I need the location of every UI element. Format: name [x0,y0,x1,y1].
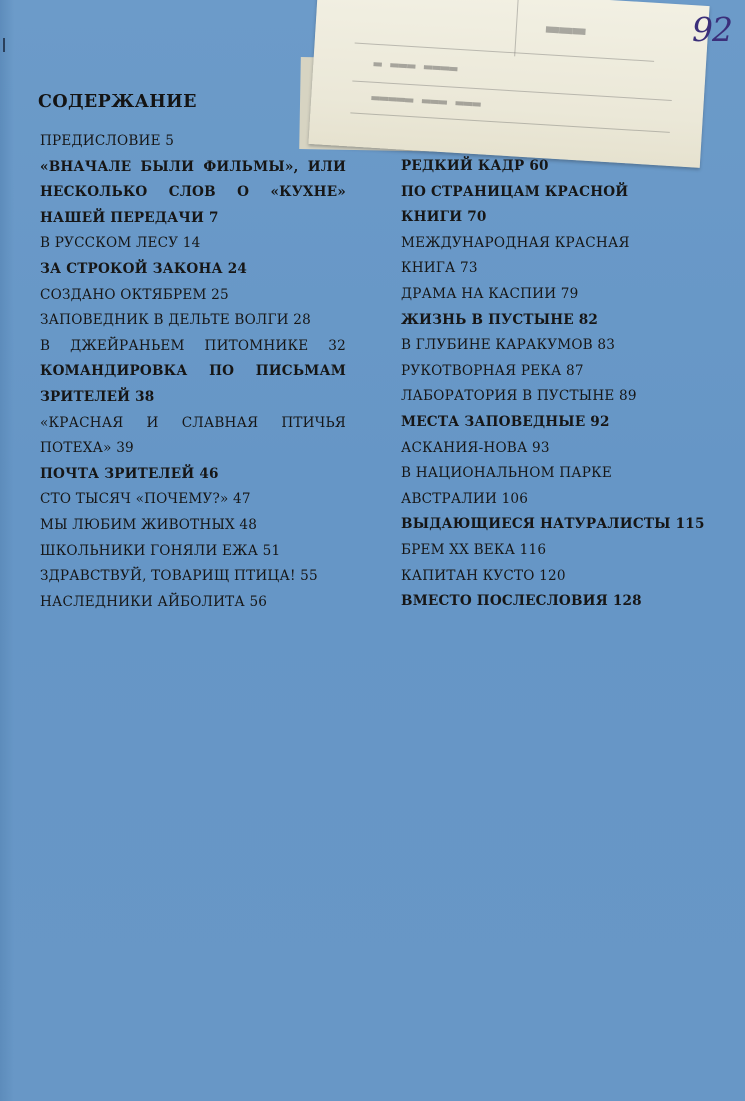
contents-entry: ПОТЕХА» 39 [40,440,134,457]
slip-ruled-line [350,112,669,133]
contents-entry: КОМАНДИРОВКА ПО ПИСЬМАМ [40,363,346,380]
contents-entry: ШКОЛЬНИКИ ГОНЯЛИ ЕЖА 51 [40,542,281,559]
slip-ruled-line [514,0,519,56]
contents-entry: РЕДКИЙ КАДР 60 [401,158,549,174]
contents-entry: КНИГА 73 [401,260,478,277]
contents-entry: В ДЖЕЙРАНЬЕМ ПИТОМНИКЕ 32 [40,337,346,354]
contents-entry: ЗАПОВЕДНИК В ДЕЛЬТЕ ВОЛГИ 28 [40,312,311,329]
contents-entry: ПОЧТА ЗРИТЕЛЕЙ 46 [40,465,219,482]
page-edge-shadow [0,0,14,1101]
contents-entry: В НАЦИОНАЛЬНОМ ПАРКЕ [401,465,612,482]
contents-entry: НАСЛЕДНИКИ АЙБОЛИТА 56 [40,593,268,610]
contents-entry: ЗРИТЕЛЕЙ 38 [40,388,155,405]
contents-entry: «КРАСНАЯ И СЛАВНАЯ ПТИЧЬЯ [40,414,346,431]
contents-entry: КАПИТАН КУСТО 120 [401,567,566,584]
contents-entry: РУКОТВОРНАЯ РЕКА 87 [401,362,584,379]
contents-entry: ЛАБОРАТОРИЯ В ПУСТЫНЕ 89 [401,388,637,405]
page-edge-mark [3,38,5,52]
contents-entry: БРЕМ XX ВЕКА 116 [401,541,547,558]
contents-entry: МЫ ЛЮБИМ ЖИВОТНЫХ 48 [40,516,258,533]
contents-entry: СОЗДАНО ОКТЯБРЕМ 25 [40,286,229,303]
contents-entry: КНИГИ 70 [401,209,487,226]
pasted-library-slip [308,0,709,168]
contents-entry: В ГЛУБИНЕ КАРАКУМОВ 83 [401,337,616,354]
contents-entry: НАШЕЙ ПЕРЕДАЧИ 7 [40,209,219,226]
contents-entry: МЕЖДУНАРОДНАЯ КРАСНАЯ [401,234,630,251]
contents-entry: НЕСКОЛЬКО СЛОВ О «КУХНЕ» [40,184,346,201]
contents-left-column [40,129,346,615]
slip-faded-print: ▬▬▬▬▬ ▬▬▬ ▬▬▬ [370,89,482,113]
contents-entry: СТО ТЫСЯЧ «ПОЧЕМУ?» 47 [40,491,251,508]
contents-entry: АВСТРАЛИИ 106 [401,490,529,507]
contents-entry: ВМЕСТО ПОСЛЕСЛОВИЯ 128 [401,593,642,610]
contents-heading: СОДЕРЖАНИЕ [38,92,197,112]
contents-entry: МЕСТА ЗАПОВЕДНЫЕ 92 [401,413,610,430]
contents-entry: ПО СТРАНИЦАМ КРАСНОЙ [401,183,629,200]
slip-faded-print: ▬ ▬▬▬ ▬▬▬▬ [372,55,459,77]
contents-entry: В РУССКОМ ЛЕСУ 14 [40,235,201,252]
contents-entry: ЗА СТРОКОЙ ЗАКОНА 24 [40,260,248,277]
handwritten-page-number: 92 [692,10,732,49]
contents-entry: АСКАНИЯ-НОВА 93 [401,439,550,456]
contents-entry: «ВНАЧАЛЕ БЫЛИ ФИЛЬМЫ», ИЛИ [40,158,346,175]
contents-entry: ЖИЗНЬ В ПУСТЫНЕ 82 [401,311,599,328]
contents-entry: ЗДРАВСТВУЙ, ТОВАРИЩ ПТИЦА! 55 [40,568,318,585]
contents-entry: ВЫДАЮЩИЕСЯ НАТУРАЛИСТЫ 115 [401,516,705,533]
contents-entry: ДРАМА НА КАСПИИ 79 [401,285,579,302]
slip-faded-print: ▬▬▬ [545,16,587,44]
contents-right-column [401,154,707,615]
contents-entry: ПРЕДИСЛОВИЕ 5 [40,133,175,149]
